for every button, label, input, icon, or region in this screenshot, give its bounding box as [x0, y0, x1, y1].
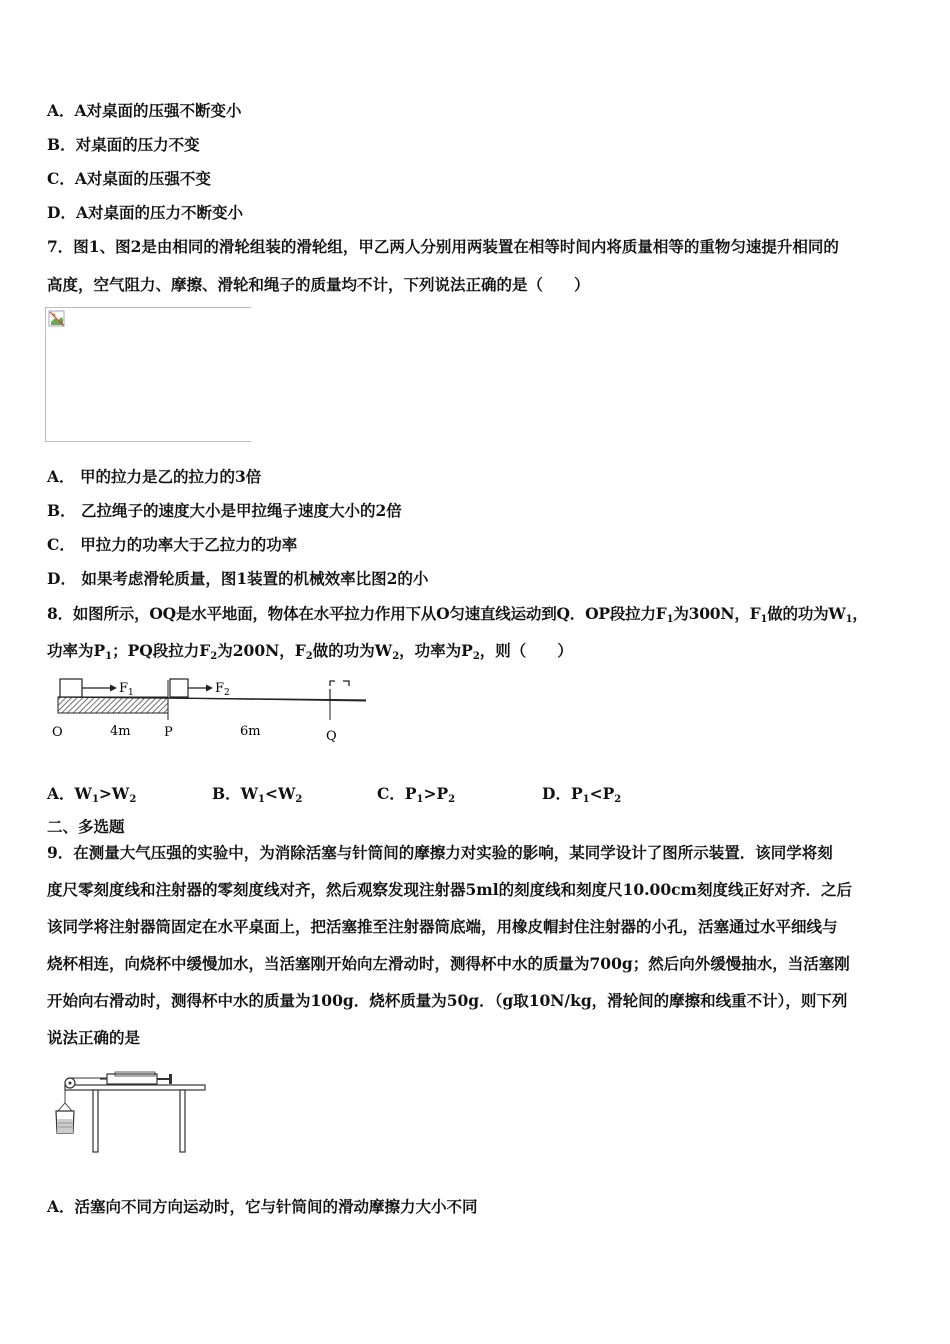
force-f2-label: $F_2$ — [215, 681, 230, 698]
q8-option-d: D．$P_1<P_2$ — [542, 784, 622, 805]
block-at-o — [60, 679, 82, 697]
label-op-distance: 4m — [110, 724, 131, 739]
q8-option-b: B．$W_1<W_2$ — [212, 784, 303, 805]
q9-option-a: A．活塞向不同方向运动时，它与针筒间的滑动摩擦力大小不同 — [47, 1197, 478, 1216]
q8-option-c: C．$P_1>P_2$ — [377, 784, 456, 805]
q9-stem-line4: 烧杯相连，向烧杯中缓慢加水，当活塞刚开始向左滑动时，测得杯中水的质量为700g；然后向外缓慢抽水，当活塞刚 — [47, 954, 850, 973]
q6-option-d: D．A对桌面的压力不断变小 — [47, 203, 243, 222]
q9-stem-line2: 度尺零刻度线和注射器的零刻度线对齐，然后观察发现注射器5ml的刻度线和刻度尺10.00cm刻度线正好对齐．之后 — [47, 880, 852, 899]
op-rough-surface — [58, 697, 168, 713]
label-pq-distance: 6m — [240, 724, 261, 739]
q7-option-d: D． 如果考虑滑轮质量，图1装置的机械效率比图2的小 — [47, 569, 429, 588]
label-o: O — [52, 725, 63, 740]
label-q: Q — [326, 729, 337, 744]
broken-image-icon — [48, 310, 66, 332]
q7-option-c: C． 甲拉力的功率大于乙拉力的功率 — [47, 535, 298, 554]
block-at-p — [170, 679, 188, 697]
q7-stem-line2: 高度，空气阻力、摩擦、滑轮和绳子的质量均不计，下列说法正确的是（ ） — [47, 275, 590, 294]
q8-motion-diagram — [40, 672, 380, 752]
q8-stem-line2: 功率为$P_1$；PQ段拉力$F_2$为200N，$F_2$做的功为$W_2$，功率为$P_2$，则（ ） — [47, 641, 573, 662]
q9-syringe-apparatus-figure — [45, 1063, 215, 1168]
q8-stem-line1: 8．如图所示，OQ是水平地面，物体在水平拉力作用下从O匀速直线运动到Q．OP段拉力$F_1$为300N，$F_1$做的功为$W_1$， — [47, 604, 868, 625]
q8-option-a: A．$W_1>W_2$ — [47, 784, 137, 805]
table-leg-left — [93, 1090, 98, 1152]
q7-option-a: A． 甲的拉力是乙的拉力的3倍 — [47, 467, 262, 486]
q9-stem-line3: 该同学将注射器筒固定在水平桌面上，把活塞推至注射器筒底端，用橡皮帽封住注射器的小孔，活塞通过水平细线与 — [47, 917, 838, 936]
q7-option-b: B． 乙拉绳子的速度大小是甲拉绳子速度大小的2倍 — [47, 501, 402, 520]
block-at-q-dashed — [330, 681, 349, 686]
q6-option-c: C．A对桌面的压强不变 — [47, 169, 211, 188]
q9-stem-line5: 开始向右滑动时，测得杯中水的质量为100g．烧杯质量为50g．（g取10N/kg，滑轮间的摩擦和线重不计），则下列 — [47, 991, 848, 1010]
force-f1-label: $F_1$ — [119, 681, 134, 698]
q6-option-b: B．对桌面的压力不变 — [47, 135, 200, 154]
q9-stem-line6: 说法正确的是 — [47, 1028, 141, 1047]
q9-stem-line1: 9．在测量大气压强的实验中，为消除活塞与针筒间的摩擦力对实验的影响，某同学设计了图所示装置．该同学将刻 — [47, 843, 833, 862]
q7-figure-broken-image — [45, 307, 251, 442]
q7-stem-line1: 7．图1、图2是由相同的滑轮组装的滑轮组，甲乙两人分别用两装置在相等时间内将质量相等的重物匀速提升相同的 — [47, 237, 839, 256]
section-title-multi-choice: 二、多选题 — [47, 817, 125, 836]
q6-option-a: A．A对桌面的压强不断变小 — [47, 101, 242, 120]
syringe-barrel — [107, 1074, 157, 1084]
table-leg-right — [180, 1090, 185, 1152]
label-p: P — [164, 725, 173, 740]
table-top — [65, 1085, 205, 1090]
